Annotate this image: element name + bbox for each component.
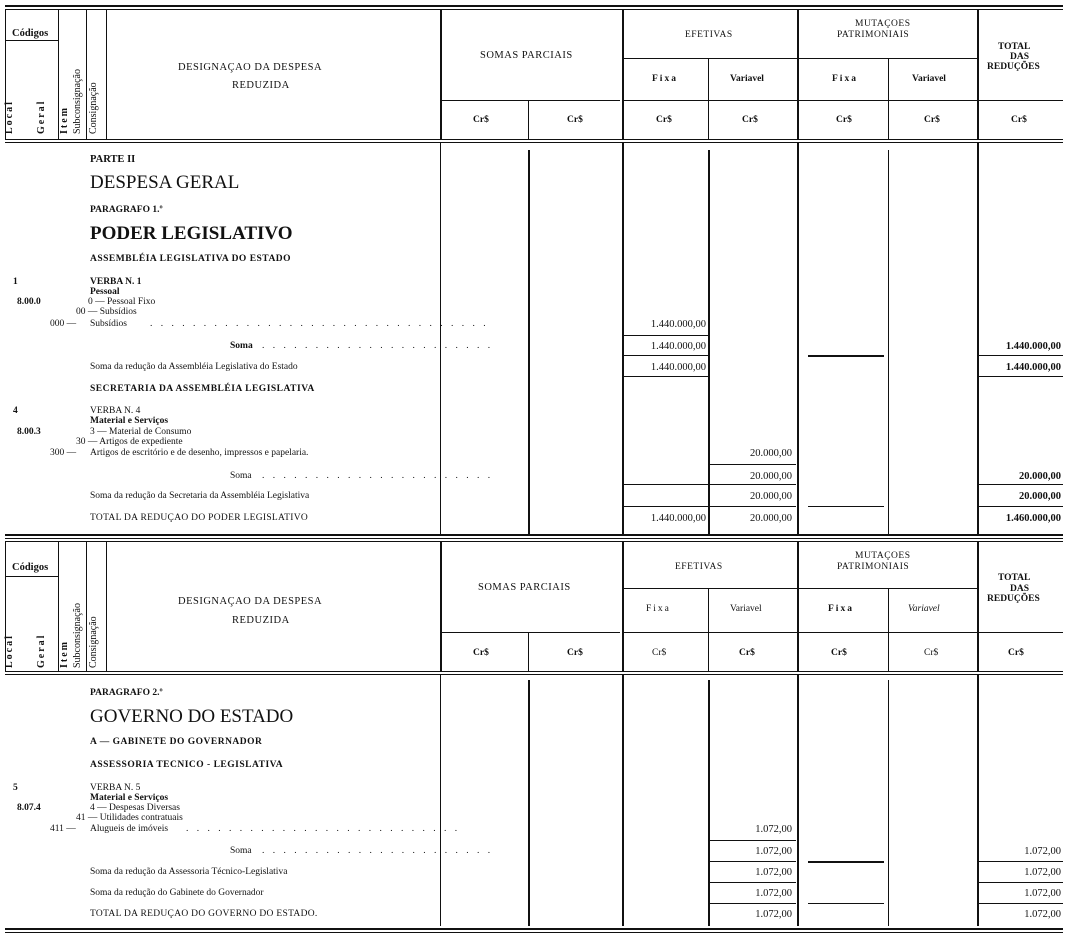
top-border (5, 5, 1063, 7)
currency: Cr$ (473, 648, 489, 658)
leader-dots: . . . . . . . . . . . . . . . . . . . . . . (262, 341, 494, 351)
total-poder-fixa: 1.440.000,00 (650, 513, 706, 524)
currency: Cr$ (567, 648, 583, 658)
rule (5, 139, 1063, 140)
rule (797, 9, 799, 139)
patrimoniais-title: PATRIMONIAIS (837, 562, 910, 572)
top-border-2 (5, 9, 1063, 10)
soma-ass-value: 1.072,00 (755, 867, 792, 878)
local-label: Local (4, 634, 15, 668)
verba-code: 1 (13, 277, 18, 287)
rule (808, 506, 884, 507)
subsidios-value: 1.440.000,00 (650, 319, 706, 330)
rule (5, 40, 58, 41)
total-title: TOTAL (998, 573, 1031, 583)
rule (5, 576, 58, 577)
rule (440, 9, 442, 139)
total-poder-var: 20.000,00 (750, 513, 792, 524)
soma-gab-total: 1.072,00 (1024, 888, 1061, 899)
code-local: 8.00.0 (17, 297, 41, 307)
rule (977, 632, 1063, 633)
fixa-header: Fixa (652, 74, 678, 84)
rule (528, 150, 530, 534)
local-label: Local (4, 100, 15, 134)
governo-heading: GOVERNO DO ESTADO (90, 706, 294, 727)
soma-reducao-total: 1.440.000,00 (1005, 362, 1061, 373)
rule (106, 541, 107, 671)
total-poder-total: 1.460.000,00 (1005, 513, 1061, 524)
rule (977, 674, 979, 926)
item411-value: 1.072,00 (755, 824, 792, 835)
reduzida-title: REDUZIDA (232, 80, 290, 91)
total-title: TOTAL (998, 42, 1031, 52)
rule (528, 100, 529, 139)
patrimoniais-title: PATRIMONIAIS (837, 30, 910, 40)
rule (5, 538, 1063, 539)
consignacao-label: Consignação (88, 82, 99, 134)
rule (708, 58, 709, 139)
material-consumo: 3 — Material de Consumo (90, 427, 192, 437)
rule (624, 335, 708, 336)
rule (710, 464, 796, 465)
bottom-border-2 (5, 932, 1063, 933)
item411-label: Alugueis de imóveis (90, 824, 169, 834)
rule (624, 484, 708, 485)
rule (622, 100, 977, 101)
rule (808, 861, 884, 863)
soma3-label: Soma (230, 846, 252, 856)
rule (624, 376, 708, 377)
soma-ass-label: Soma da redução da Assessoria Técnico-Legislativa (90, 867, 288, 877)
total-das: DAS (1010, 52, 1030, 62)
rule (977, 541, 979, 671)
rule (888, 150, 889, 534)
rule (86, 541, 87, 671)
rule (979, 861, 1063, 862)
total-poder-label: TOTAL DA REDUÇAO DO PODER LEGISLATIVO (90, 513, 309, 523)
currency: Cr$ (836, 115, 852, 125)
assessoria-heading: ASSESSORIA TECNICO - LEGISLATIVA (90, 760, 284, 770)
rule (808, 903, 884, 904)
currency: Cr$ (567, 115, 583, 125)
somas-parciais-title: SOMAS PARCIAIS (478, 582, 571, 593)
mutacoes-title: MUTAÇOES (855, 19, 911, 29)
fixa-header-2: Fixa (828, 604, 854, 614)
mutacoes-title: MUTAÇOES (855, 551, 911, 561)
currency: Cr$ (652, 648, 667, 658)
soma-reducao-label: Soma da redução da Assembléia Legislativa do Estado (90, 362, 298, 372)
item-code: 000 — (50, 319, 77, 329)
rule (106, 9, 107, 139)
item300-code: 300 — (50, 448, 77, 458)
total-governo-var: 1.072,00 (755, 909, 792, 920)
code-local-2: 8.00.3 (17, 427, 41, 437)
geral-label: Geral (36, 633, 47, 668)
soma3-total: 1.072,00 (1024, 846, 1061, 857)
subconsignacao-label: Subconsignação (72, 69, 83, 134)
artigos-expediente: 30 — Artigos de expediente (76, 437, 183, 447)
rule (710, 903, 796, 904)
fixa-header: Fixa (646, 604, 671, 614)
rule (86, 9, 87, 139)
subsidios-code: 00 — Subsídios (76, 307, 137, 317)
total-governo-label: TOTAL DA REDUÇAO DO GOVERNO DO ESTADO. (90, 909, 318, 919)
soma2-value: 20.000,00 (750, 471, 792, 482)
rule (710, 840, 796, 841)
verba4-code: 4 (13, 406, 18, 416)
rule (622, 58, 977, 59)
rule (797, 674, 799, 926)
codigos-label: Códigos (12, 562, 49, 573)
rule (5, 671, 1063, 672)
soma2-label: Soma (230, 471, 252, 481)
verba-4: VERBA N. 4 (90, 406, 141, 416)
soma-sec-label: Soma da redução da Secretaria da Assembléia Legislativa (90, 491, 310, 501)
pessoal-label: Pessoal (90, 287, 120, 297)
rule (622, 541, 624, 671)
leader-dots: . . . . . . . . . . . . . . . . . . . . . . . . . . . . . . . . (150, 319, 489, 329)
rule (888, 58, 889, 139)
soma-ass-total: 1.072,00 (1024, 867, 1061, 878)
rule (5, 541, 1063, 542)
item300-value: 20.000,00 (750, 448, 792, 459)
currency: Cr$ (656, 115, 672, 125)
bottom-border (5, 928, 1063, 930)
variavel-header-2: Variavel (908, 604, 940, 614)
rule (624, 506, 708, 507)
rule (622, 632, 977, 633)
rule (622, 588, 977, 589)
despesas-diversas: 4 — Despesas Diversas (90, 803, 180, 813)
parte-label: PARTE II (90, 154, 136, 165)
rule (440, 632, 620, 633)
variavel-header-2: Variavel (912, 74, 946, 84)
rule (710, 882, 796, 883)
rule (977, 142, 979, 534)
rule (622, 9, 624, 139)
currency: Cr$ (739, 648, 755, 658)
rule (708, 588, 709, 671)
soma2-total: 20.000,00 (1019, 471, 1061, 482)
rule (888, 680, 889, 926)
fixa-header-2: Fixa (832, 74, 858, 84)
verba5-code: 5 (13, 783, 18, 793)
rule (888, 588, 889, 671)
efetivas-title: EFETIVAS (675, 562, 723, 572)
verba-5: VERBA N. 5 (90, 783, 141, 793)
rule (5, 534, 1063, 536)
rule (979, 506, 1063, 507)
soma-label: Soma (230, 341, 253, 351)
leader-dots: . . . . . . . . . . . . . . . . . . . . . . (262, 846, 494, 856)
total-reducoes: REDUÇÕES (987, 594, 1040, 604)
rule (440, 674, 441, 926)
somas-parciais-title: SOMAS PARCIAIS (480, 50, 573, 61)
rule (808, 355, 884, 357)
currency: Cr$ (924, 648, 939, 658)
leader-dots: . . . . . . . . . . . . . . . . . . . . . . (262, 471, 494, 481)
rule (624, 355, 708, 356)
secretaria-heading: SECRETARIA DA ASSEMBLÉIA LEGISLATIVA (90, 384, 315, 394)
rule (5, 142, 1063, 143)
soma-total: 1.440.000,00 (1005, 341, 1061, 352)
rule (528, 680, 530, 926)
rule (708, 150, 710, 534)
currency: Cr$ (831, 648, 847, 658)
codigos-label: Códigos (12, 28, 49, 39)
designacao-title: DESIGNAÇAO DA DESPESA (178, 62, 323, 73)
geral-label: Geral (36, 99, 47, 134)
reduzida-title: REDUZIDA (232, 615, 290, 626)
currency: Cr$ (924, 115, 940, 125)
total-das: DAS (1010, 584, 1030, 594)
material-label: Material e Serviços (90, 416, 169, 426)
rule (979, 484, 1063, 485)
currency: Cr$ (742, 115, 758, 125)
item300-label: Artigos de escritório e de desenho, impressos e papelaria. (90, 448, 309, 458)
poder-legislativo-heading: PODER LEGISLATIVO (90, 223, 293, 244)
rule (797, 541, 799, 671)
pessoal-fixo: 0 — Pessoal Fixo (88, 297, 156, 307)
rule (979, 376, 1063, 377)
material-label: Material e Serviços (90, 793, 169, 803)
gabinete-heading: A — GABINETE DO GOVERNADOR (90, 737, 263, 747)
utilidades-contratuais: 41 — Utilidades contratuais (76, 813, 183, 823)
rule (710, 506, 796, 507)
soma-gab-label: Soma da redução do Gabinete do Governador (90, 888, 264, 898)
currency: Cr$ (1011, 115, 1027, 125)
assembleia-heading: ASSEMBLÉIA LEGISLATIVA DO ESTADO (90, 254, 292, 264)
rule (710, 861, 796, 862)
item-label: Item (59, 640, 70, 668)
rule (979, 882, 1063, 883)
rule (977, 100, 1063, 101)
soma-reducao-value: 1.440.000,00 (650, 362, 706, 373)
rule (440, 100, 620, 101)
paragrafo-2: PARAGRAFO 2.º (90, 688, 163, 698)
rule (979, 903, 1063, 904)
paragrafo-1: PARAGRAFO 1.º (90, 205, 163, 215)
soma-sec-total: 20.000,00 (1019, 491, 1061, 502)
efetivas-title: EFETIVAS (685, 30, 733, 40)
rule (528, 632, 529, 671)
rule (979, 355, 1063, 356)
consignacao-label: Consignação (88, 616, 99, 668)
soma-value: 1.440.000,00 (650, 341, 706, 352)
designacao-title: DESIGNAÇAO DA DESPESA (178, 596, 323, 607)
rule (710, 484, 796, 485)
rule (622, 142, 624, 534)
soma-sec-value: 20.000,00 (750, 491, 792, 502)
code-local-3: 8.07.4 (17, 803, 41, 813)
rule (708, 680, 710, 926)
rule (977, 9, 979, 139)
variavel-header: Variavel (730, 604, 762, 614)
rule (797, 142, 799, 534)
total-reducoes: REDUÇÕES (987, 62, 1040, 72)
soma3-value: 1.072,00 (755, 846, 792, 857)
variavel-header: Variavel (730, 74, 764, 84)
despesa-geral-heading: DESPESA GERAL (90, 172, 240, 193)
currency: Cr$ (1008, 648, 1024, 658)
item-label: Subsídios (90, 319, 127, 329)
rule (440, 541, 442, 671)
rule (5, 674, 1063, 675)
verba-1: VERBA N. 1 (90, 277, 142, 287)
total-governo-total: 1.072,00 (1024, 909, 1061, 920)
item411-code: 411 — (50, 824, 76, 834)
subconsignacao-label: Subconsignação (72, 603, 83, 668)
item-label: Item (59, 106, 70, 134)
rule (622, 674, 624, 926)
leader-dots: . . . . . . . . . . . . . . . . . . . . . . . . . . (186, 824, 461, 834)
soma-gab-value: 1.072,00 (755, 888, 792, 899)
currency: Cr$ (473, 115, 489, 125)
